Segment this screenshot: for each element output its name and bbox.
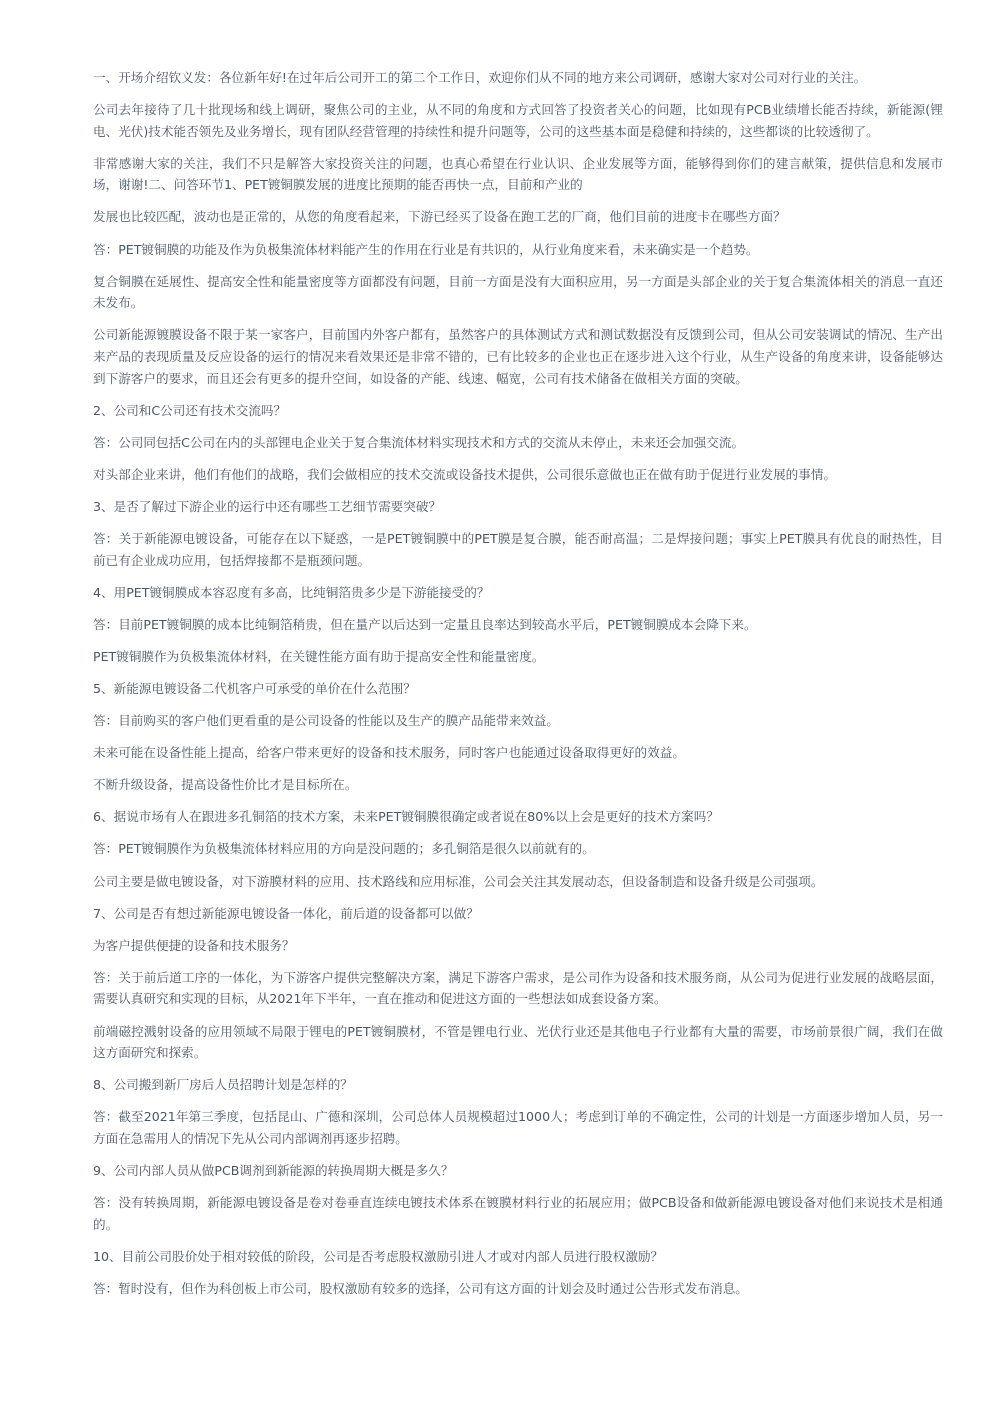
paragraph-q7-2: 为客户提供便捷的设备和技术服务？ <box>93 937 295 953</box>
paragraph-q2: 2、公司和C公司还有技术交流吗？ <box>93 402 287 418</box>
paragraph-q8: 8、公司搬到新厂房后人员招聘计划是怎样的？ <box>93 1077 353 1093</box>
document-body <box>93 67 943 1310</box>
paragraph-a7: 答：关于前后道工序的一体化，为下游客户提供完整解决方案，满足下游客户需求，是公司作为设备和技术服务商，从公司为促进行业发展的战略层面，需要认真研究和实现的目标，从2021年下半年，一直在推动和促进这方面的一些想法如成套设备方案。 <box>93 969 943 1007</box>
paragraph-a4: 答：目前PET镀铜膜的成本比纯铜箔稍贵，但在量产以后达到一定量且良率达到较高水平后，PET镀铜膜成本会降下来。 <box>93 616 757 632</box>
paragraph-a8: 答：截至2021年第三季度，包括昆山、广德和深圳，公司总体人员规模超过1000人；考虑到订单的不确定性，公司的计划是一方面逐步增加人员，另一方面在急需用人的情况下先从公司内部调剂再逐步招聘。 <box>93 1109 943 1146</box>
paragraph-a10: 答：暂时没有，但作为科创板上市公司，股权激励有较多的选择，公司有这方面的计划会及时通过公告形式发布消息。 <box>93 1280 748 1296</box>
paragraph-q5: 5、新能源电镀设备二代机客户可承受的单价在什么范围？ <box>93 680 416 696</box>
paragraph-intro: 一、开场介绍钦义发：各位新年好!在过年后公司开工的第二个工作日，欢迎你们从不同的地方来公司调研，感谢大家对公司对行业的关注。 <box>93 70 867 85</box>
paragraph-a1-3: 公司新能源镀膜设备不限于某一家客户，目前国内外客户都有，虽然客户的具体测试方式和测试数据没有反馈到公司，但从公司安装调试的情况、生产出来产品的表现质量及反应设备的运行的情况来看效果还是非常不错的，已有比较多的企业也正在逐步进入这个行业，从生产设备的角度来讲，设备能够达到下游客户的要求，而且还会有更多的提升空间，如设备的产能、线速、幅宽，公司有技术储备在做相关方面的突破。 <box>93 327 943 386</box>
paragraph-intro-3: 非常感谢大家的关注，我们不只是解答大家投资关注的问题，也真心希望在行业认识、企业发展等方面，能够得到你们的建言献策，提供信息和发展市场，谢谢!二、问答环节1、PET镀铜膜发展的进度比预期的能否再快一点，目前和产业的 <box>93 155 943 193</box>
paragraph-a9: 答：没有转换周期，新能源电镀设备是卷对卷垂直连续电镀技术体系在镀膜材料行业的拓展应用；做PCB设备和做新能源电镀设备对他们来说技术是相通的。 <box>93 1195 943 1232</box>
paragraph-a5-3: 不断升级设备，提高设备性价比才是目标所在。 <box>93 777 358 793</box>
paragraph-q3: 3、是否了解过下游企业的运行中还有哪些工艺细节需要突破？ <box>93 498 442 514</box>
paragraph-a2-2: 对头部企业来讲，他们有他们的战略，我们会做相应的技术交流或设备技术提供，公司很乐意做也正在做有助于促进行业发展的事情。 <box>93 466 837 482</box>
paragraph-intro-2: 公司去年接待了几十批现场和线上调研，聚焦公司的主业，从不同的角度和方式回答了投资者关心的问题，比如现有PCB业绩增长能否持续，新能源(锂电、光伏)技术能否领先及业务增长，现有团队经营管理的持续性和提升问题等，公司的这些基本面是稳健和持续的，这些都谈的比较透彻了。 <box>93 102 943 139</box>
paragraph-a2: 答：公司同包括C公司在内的头部锂电企业关于复合集流体材料实现技术和方式的交流从未停止，未来还会加强交流。 <box>93 434 745 450</box>
paragraph-a7-2: 前端磁控溅射设备的应用领域不局限于锂电的PET镀铜膜材，不管是锂电行业、光伏行业还是其他电子行业都有大量的需要，市场前景很广阔，我们在做这方面研究和探索。 <box>93 1023 943 1061</box>
paragraph-q6: 6、据说市场有人在跟进多孔铜箔的技术方案，未来PET镀铜膜很确定或者说在80%以上会是更好的技术方案吗？ <box>93 809 719 825</box>
paragraph-a3: 答：关于新能源电镀设备，可能存在以下疑惑，一是PET镀铜膜中的PET膜是复合膜，能否耐高温；二是焊接问题；事实上PET膜具有优良的耐热性，目前已有企业成功应用，包括焊接都不是瓶颈问题。 <box>93 531 943 568</box>
paragraph-a1-2: 复合铜膜在延展性、提高安全性和能量密度等方面都没有问题，目前一方面是没有大面积应用，另一方面是头部企业的关于复合集流体相关的消息一直还未发布。 <box>93 273 943 311</box>
paragraph-q1-cont: 发展也比较匹配，波动也是正常的，从您的角度看起来，下游已经买了设备在跑工艺的厂商，他们目前的进度卡在哪些方面？ <box>93 209 786 225</box>
paragraph-q4: 4、用PET镀铜膜成本容忍度有多高，比纯铜箔贵多少是下游能接受的？ <box>93 584 490 600</box>
paragraph-a5-2: 未来可能在设备性能上提高，给客户带来更好的设备和技术服务，同时客户也能通过设备取得更好的效益。 <box>93 745 685 761</box>
paragraph-a1: 答：PET镀铜膜的功能及作为负极集流体材料能产生的作用在行业是有共识的，从行业角度来看，未来确实是一个趋势。 <box>93 241 759 257</box>
paragraph-q7: 7、公司是否有想过新能源电镀设备一体化，前后道的设备都可以做？ <box>93 905 479 921</box>
paragraph-a6-2: 公司主要是做电镀设备，对下游膜材料的应用、技术路线和应用标准，公司会关注其发展动态，但设备制造和设备升级是公司强项。 <box>93 873 824 889</box>
paragraph-a6: 答：PET镀铜膜作为负极集流体材料应用的方向是没问题的；多孔铜箔是很久以前就有的。 <box>93 841 595 857</box>
paragraph-q10: 10、目前公司股价处于相对较低的阶段，公司是否考虑股权激励引进人才或对内部人员进行股权激励？ <box>93 1248 664 1264</box>
paragraph-a4-2: PET镀铜膜作为负极集流体材料，在关键性能方面有助于提高安全性和能量密度。 <box>93 648 545 664</box>
paragraph-a5: 答：目前购买的客户他们更看重的是公司设备的性能以及生产的膜产品能带来效益。 <box>93 713 559 729</box>
paragraph-q9: 9、公司内部人员从做PCB调剂到新能源的转换周期大概是多久？ <box>93 1162 454 1178</box>
